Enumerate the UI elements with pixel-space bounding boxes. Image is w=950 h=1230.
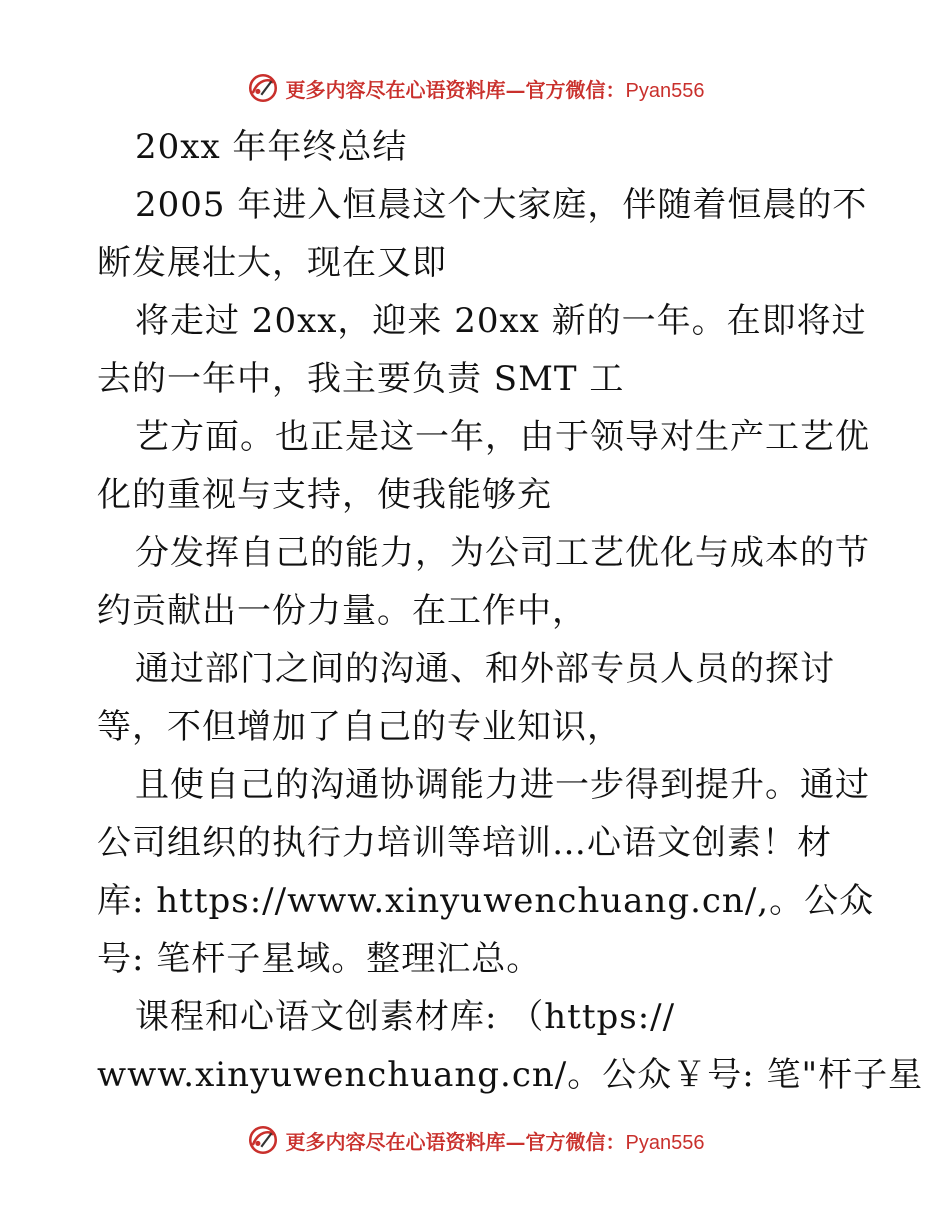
text-line: 约贡献出一份力量。在工作中， (97, 591, 587, 631)
wechat-id: Pyan556 (625, 79, 705, 102)
text-line: 20xx 年年终总结 (135, 127, 408, 167)
text-line: 课程和心语文创素材库: （https:// (135, 997, 676, 1037)
text-line: 艺方面。也正是这一年，由于领导对生产工艺优 (135, 417, 870, 457)
text-line: 2005 年进入恒晨这个大家庭，伴随着恒晨的不 (135, 185, 868, 225)
wechat-id: Pyan556 (625, 1131, 705, 1154)
document-body (97, 118, 924, 1104)
text-line: 将走过 20xx，迎来 20xx 新的一年。在即将过 (135, 301, 867, 341)
text-line: 等，不但增加了自己的专业知识， (97, 707, 622, 747)
red-swirl-logo-icon (246, 71, 280, 105)
red-swirl-logo-icon (246, 1123, 280, 1157)
text-line: www.xinyuwenchuang.cn/。公众￥号: 笔"杆子星 (97, 1055, 924, 1095)
text-line: 且使自己的沟通协调能力进一步得到提升。通过 (135, 765, 870, 805)
text-line: 号: 笔杆子星域。整理汇总。 (97, 939, 542, 979)
text-line: 通过部门之间的沟通、和外部专员人员的探讨 (135, 649, 835, 689)
text-line: 化的重视与支持，使我能够充 (97, 475, 552, 515)
text-line: 库: https://www.xinyuwenchuang.cn/,。公众 (97, 881, 875, 921)
text-line: 分发挥自己的能力，为公司工艺优化与成本的节 (135, 533, 870, 573)
text-line: 公司组织的执行力培训等培训…心语文创素！材 (97, 823, 832, 863)
footer-banner (0, 1120, 950, 1160)
text-line: 断发展壮大，现在又即 (97, 243, 447, 283)
banner-text: 更多内容尽在心语资料库—官方微信：Pyan556 (285, 1129, 705, 1154)
text-line: 去的一年中，我主要负责 SMT 工 (97, 359, 625, 399)
banner-text: 更多内容尽在心语资料库—官方微信：Pyan556 (285, 77, 705, 102)
header-banner (0, 68, 950, 108)
